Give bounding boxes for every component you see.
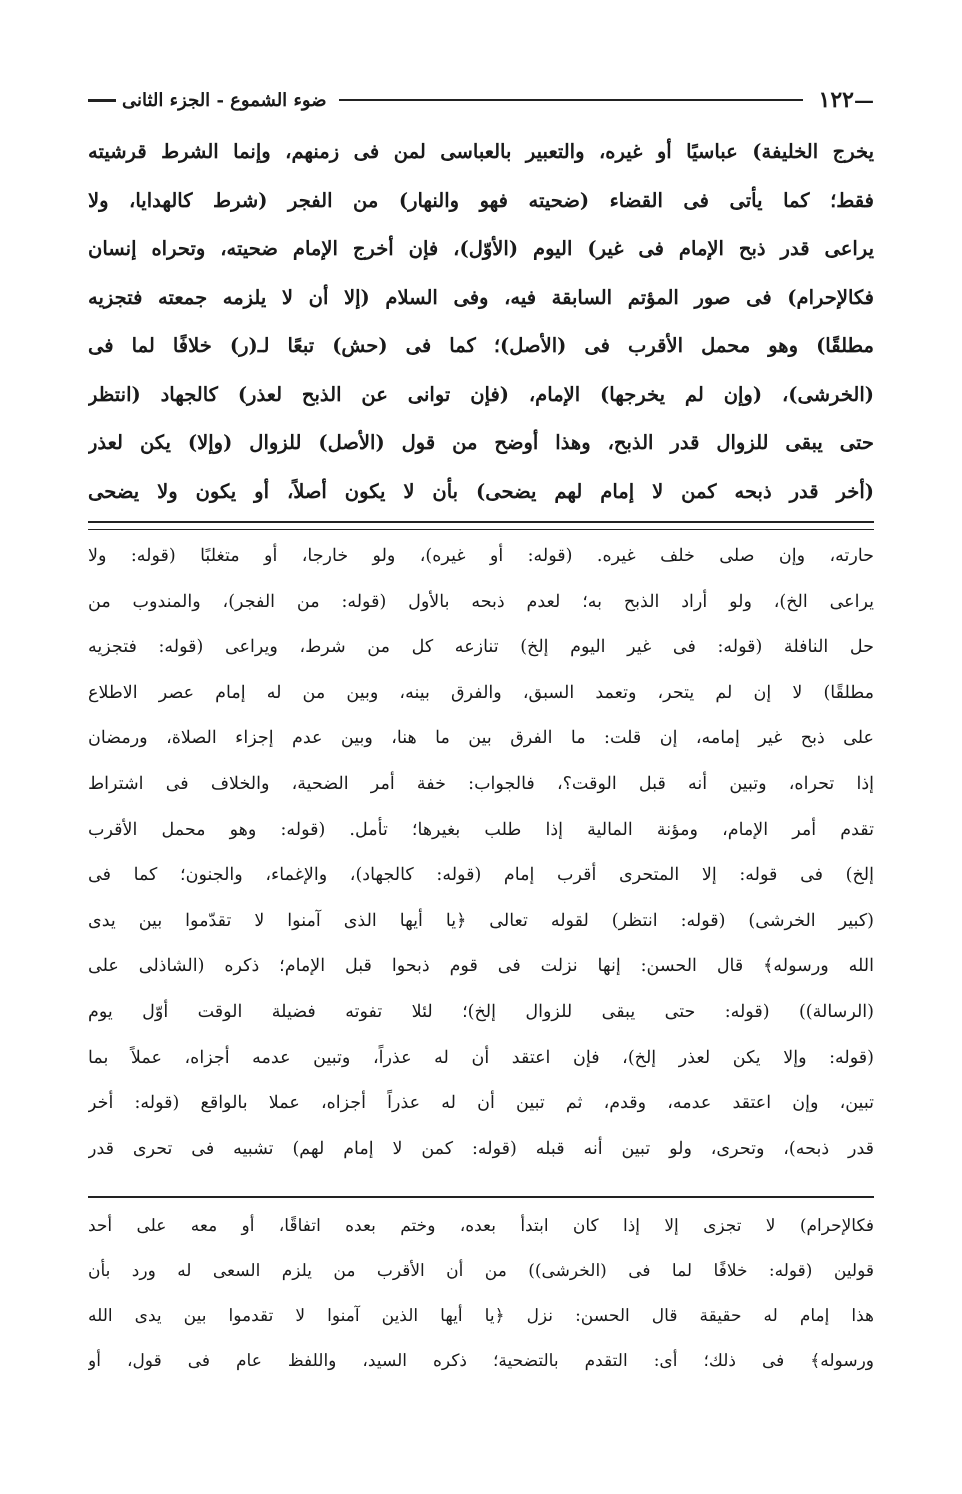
footnote-line: ورسوله﴾ فى ذلك؛ أى: التقدم بالتضحية؛ ذكره السيد، واللفظ عام فى قول، أو (88, 1351, 874, 1371)
footnote-line: هذا إمام له حقيقة قال الحسن: نزل ﴿يا أيها الذين آمنوا لا تقدموا بين يدى الله (88, 1306, 874, 1326)
running-title: ضوء الشموع - الجزء الثانى (122, 89, 327, 111)
header-rule (339, 99, 803, 101)
header-dash-left (88, 99, 116, 102)
footnote-line: فكالإحرام) لا تجزى إلا إذا كان ابتدأ بعده، وختم بعده اتفاقًا، أو معه على أحد (88, 1216, 874, 1236)
main-line: (أخر قدر ذبحه كمن لا إمام لهم يضحى) بأن لا يكون أصلاً، أو يكون ولا يضحى (88, 479, 874, 503)
commentary-line: الله ورسوله﴾ قال الحسن: إنها نزلت فى قوم ذبحوا قبل الإمام؛ ذكره (الشاذلى على (88, 956, 874, 977)
commentary-line: إذا تحراه، وتبين أنه قبل الوقت؟، فالجواب: خفة أمر الضحية، والخلاف فى اشتراط (88, 773, 874, 794)
main-line: يراعى قدر ذبح الإمام فى غير) اليوم (الأوّل)، فإن أخرج الإمام ضحيته، وتحراه إنسان (88, 237, 874, 260)
commentary-line: تبين، وإن اعتقد عدمه، وقدم، ثم تبين أن له عذراً أجزاه، عملا بالواقع (قوله: أخر (88, 1093, 874, 1114)
commentary-line: تقدم أمر الإمام، ومؤنة المالية إذا طلب بغيرها؛ تأمل. (قوله: وهو محمل الأقرب (88, 819, 874, 840)
main-line: حتى يبقى للزوال قدر الذبح، وهذا أوضح من قول (الأصل) للزوال (وإلا) يكن لعذر (88, 431, 874, 454)
main-line: فقط؛ كما يأتى فى القضاء (ضحيته فهو والنهار) من الفجر (شرط كالهدايا، ولا (88, 188, 874, 212)
commentary-line: (كبير الخرشى) (قوله: انتظر) لقوله تعالى ﴿يا أيها الذى آمنوا لا تقدّموا بين يدى (88, 910, 874, 931)
main-line: مطلقًا) وهو محمل الأقرب فى (الأصل)؛ كما فى (حش) تبعًا لـ(ر) خلافًا لما فى (88, 334, 874, 357)
commentary-line: (قوله: وإلا يكن لعذر إلخ)، فإن اعتقد أن له عذراً، وتبين عدمه أجزاه، عملاً بما (88, 1047, 874, 1068)
commentary-line: مطلقًا) لا إن لم يتحر، وتعمد السبق، والفرق بينه، وبين من له إمام عصر الاطلاع (88, 682, 874, 703)
commentary-line: يراعى الخ)، ولو أراد الذبح به؛ لعدم ذبحه بالأول (قوله: من الفجر)، والمندوب من (88, 591, 874, 612)
main-text (88, 128, 874, 516)
main-line: فكالإحرام) فى صور المؤتم السابقة فيه، وفى السلام (إلا أن لا يلزمه جمعته فتجزيه (88, 285, 874, 309)
commentary-divider (88, 1196, 874, 1198)
commentary-line: إلخ) فى قوله: إلا المتحرى أقرب إمام (قوله: كالجهاد)، والإغماء، والجنون؛ كما فى (88, 865, 874, 886)
footnote-line: قولين (قوله: خلافًا لما فى (الخرشى)) من أن الأقرب من يلزم السعى له ورد بأن (88, 1261, 874, 1281)
commentary-line: (الرسالة)) (قوله: حتى يبقى للزوال إلخ)؛ لئلا تفوته فضيلة الوقت أوّل يوم (88, 1001, 874, 1022)
commentary-line: حارته، وإن صلى خلف غيره. (قوله: أو غيره)، ولو خارجا، أو متغلبًا (قوله: ولا (88, 546, 874, 566)
main-line: يخرج الخليفة) عباسيًا أو غيره، والتعبير بالعباسى لمن فى زمنهم، وإنما الشرط قرشيته (88, 140, 874, 163)
commentary-line: حل النافلة (قوله: فى غير اليوم إلخ) تنازعه كل من شرط، ويراعى (قوله: فتجزيه (88, 637, 874, 658)
main-line: (الخرشى)، (وإن لم يخرجها) الإمام، (فإن توانى عن الذبح لعذر) كالجهاد (انتظر (88, 382, 874, 406)
commentary-line: قدر ذبحه)، وتحرى، ولو تبين أنه قبله (قوله: كمن لا إمام لهم) تشبيه فى تحرى قدر (88, 1138, 874, 1159)
header-dash-right: — (854, 88, 874, 112)
main-divider (88, 521, 874, 530)
commentary-line: على ذبح غير إمامه، إن قلت: ما الفرق بين ما هنا، وبين عدم إجزاء الصلاة، ورمضان (88, 728, 874, 749)
page-number: ١٢٢ (818, 87, 854, 113)
running-header (88, 82, 874, 118)
commentary-text (88, 534, 874, 1172)
footnote-text (88, 1204, 874, 1384)
